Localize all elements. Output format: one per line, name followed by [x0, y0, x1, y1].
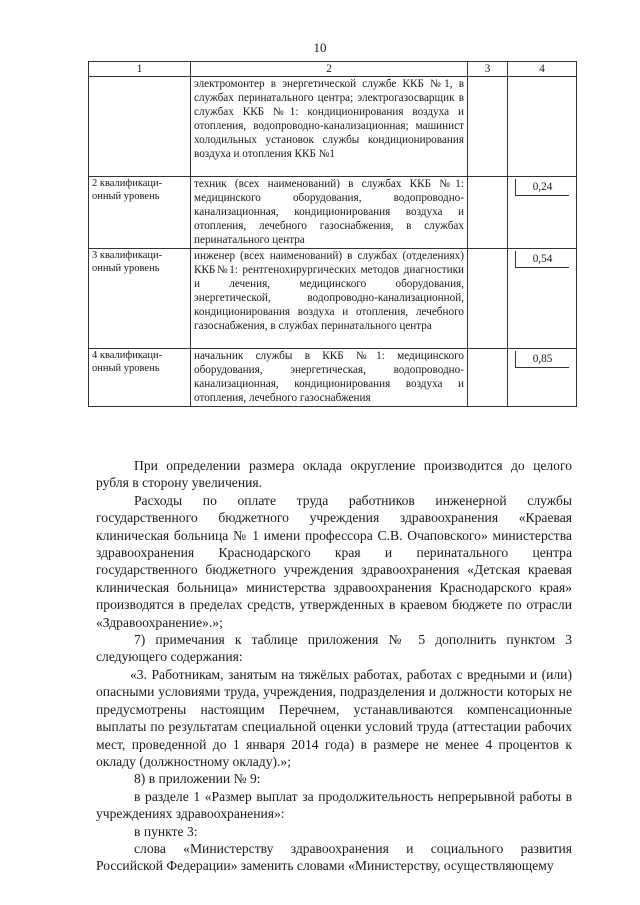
qualification-level-cell — [89, 77, 191, 177]
col3-cell — [468, 177, 508, 249]
paragraph-item-7: 7) примечания к таблице приложения № 5 дополнить пунктом 3 следующего содержания: — [96, 632, 572, 665]
header-col-1: 1 — [89, 62, 191, 77]
positions-cell: техник (всех наименований) в службах ККБ №1: медицинского оборудования, водопроводно-канализационная, кондиционирования воздуха и отопления, лечебного газоснабжения, в службах перинатального центра — [191, 177, 468, 249]
coefficient-cell — [508, 349, 577, 407]
coefficient-value: 0,85 — [515, 351, 569, 368]
coefficient-value: 0,54 — [515, 251, 569, 268]
table-row — [89, 349, 577, 407]
table-header-row — [89, 62, 577, 77]
paragraph-item-8: 8) в приложении № 9: — [134, 771, 261, 787]
page-number: 10 — [313, 40, 327, 55]
header-col-4: 4 — [508, 62, 577, 77]
table-row — [89, 77, 577, 177]
paragraph-words-replace: слова «Министерству здравоохранения и социального развития Российской Федерации» заменить словами «Министерству, осуществляющему — [96, 840, 572, 874]
paragraph-expenses: Расходы по оплате труда работников инженерной службы государственного бюджетного учреждения здравоохранения «Краевая клиническая больница № 1 имени профессора С.В. Очаповского» министерства здравоохранения Краснодарского края и перинатального центра государственного бюджетного учреждения здравоохранения «Детская краевая клиническая больница» министерства здравоохранения Краснодарского края» производятся в пределах средств, утвержденных в краевом бюджете по отрасли «Здравоохранение».»; — [96, 492, 572, 630]
col3-cell — [468, 349, 508, 407]
qualification-level-cell: 4 квалификационный уровень — [89, 349, 191, 407]
paragraph-quote-3: «3. Работникам, занятым на тяжёлых работах, работах с вредными и (или) опасными условиями труда, учреждения, подразделения и должности которых не предусмотрены настоящим Перечнем, устанавливаются компенсационные выплаты по результатам специальной оценки условий труда (аттестации рабочих мест, проведенной до 1 января 2014 года) в размере не менее 4 процентов к окладу (должностному окладу).»; — [96, 666, 572, 769]
qualification-table — [88, 61, 577, 407]
paragraph-rounding: При определении размера оклада округление производится до целого рубля в сторону увеличения. — [96, 458, 572, 491]
paragraph-point-3: в пункте 3: — [134, 823, 198, 839]
qualification-level-cell: 2 квалификационный уровень — [89, 177, 191, 249]
coefficient-value: 0,24 — [515, 179, 569, 196]
positions-cell: начальник службы в ККБ №1: медицинского оборудования, энергетическая, водопроводно-канализационная, кондиционирования воздуха и отопления, лечебного газоснабжения — [191, 349, 468, 407]
header-col-2: 2 — [191, 62, 468, 77]
col3-cell — [468, 249, 508, 349]
header-col-3: 3 — [468, 62, 508, 77]
table-row — [89, 177, 577, 249]
document-body — [96, 457, 572, 875]
table-row — [89, 249, 577, 349]
coefficient-cell — [508, 249, 577, 349]
qualification-level-cell: 3 квалификационный уровень — [89, 249, 191, 349]
coefficient-cell — [508, 177, 577, 249]
positions-cell: электромонтер в энергетической службе ККБ №1, в службах перинатального центра; электрогазосварщик в службах ККБ №1: кондиционирования воздуха и отопления, водопроводно-канализационная; машинист холодильных установок службы кондиционирования воздуха и отопления ККБ №1 — [191, 77, 468, 177]
positions-cell: инженер (всех наименований) в службах (отделениях) ККБ№1: рентгенохирургических методов диагностики и лечения, медицинского оборудования, энергетической, водопроводно-канализационной, кондиционирования воздуха и отопления, лечебного газоснабжения, в службах перинатального центра — [191, 249, 468, 349]
coefficient-cell — [508, 77, 577, 177]
col3-cell — [468, 77, 508, 177]
paragraph-section-1: в разделе 1 «Размер выплат за продолжительность непрерывной работы в учреждениях здравоохранения»: — [96, 788, 572, 822]
